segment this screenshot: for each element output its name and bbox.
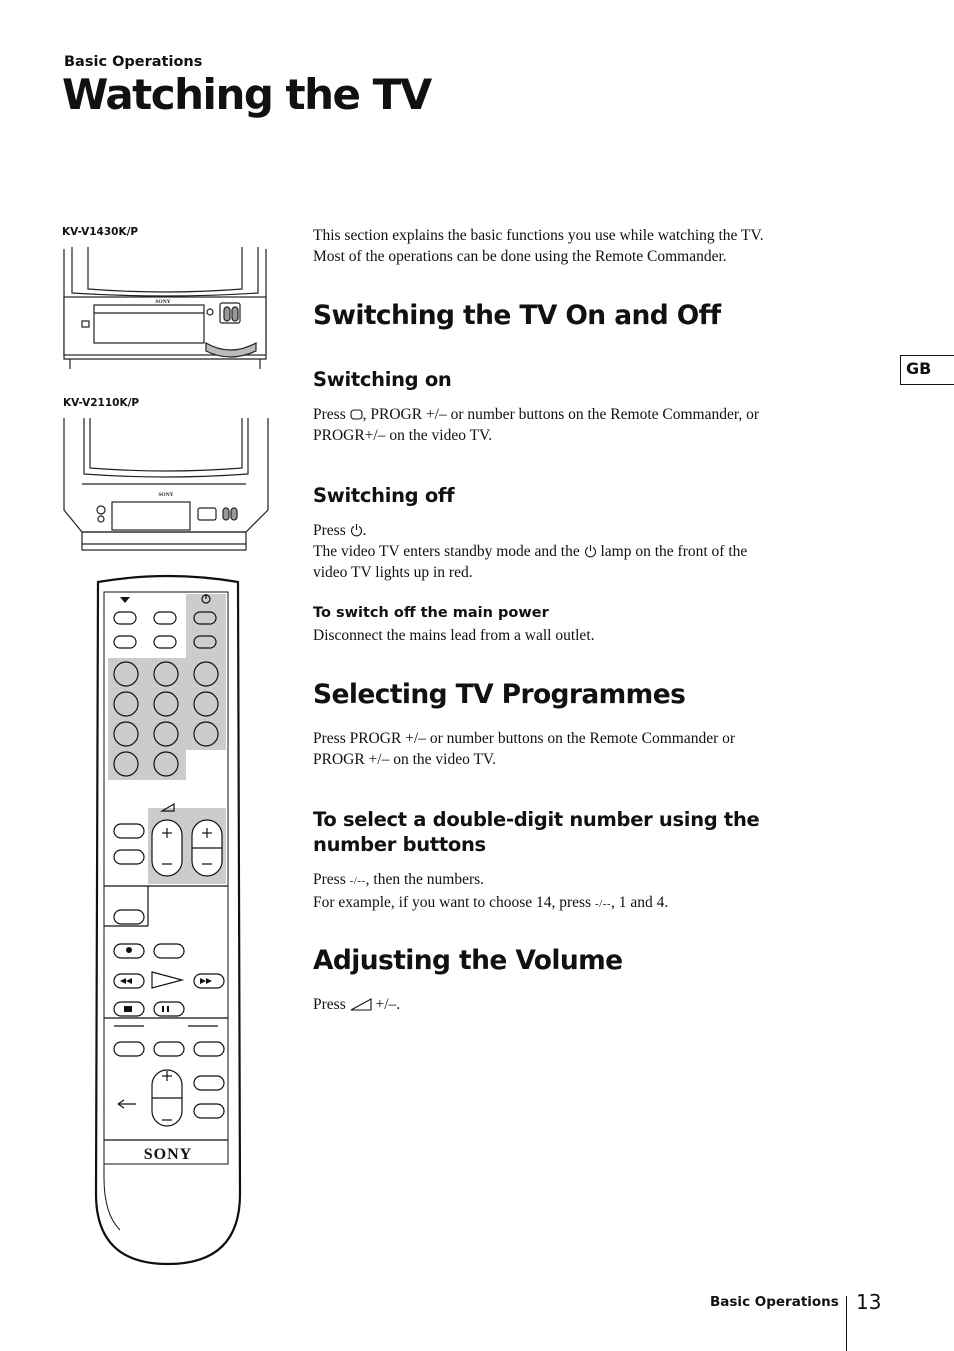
volume-icon <box>350 998 372 1011</box>
heading-selecting-programmes: Selecting TV Programmes <box>313 679 686 710</box>
remote-brand: SONY <box>143 1146 193 1163</box>
model-label-1: KV-V1430K/P <box>62 226 139 238</box>
tv-front-illustration-2 <box>58 416 278 552</box>
switching-on-text: Press , PROGR +/– or number buttons on the Remote Commander, or PROGR+/– on the video TV. <box>313 406 760 444</box>
footer-divider <box>846 1296 847 1351</box>
language-tab: GB <box>900 355 954 385</box>
tv-brand-1: SONY <box>155 299 171 305</box>
double-digit-code: -/-- <box>349 875 366 887</box>
double-digit-text: Press -/--, then the numbers. For example, if you want to choose 14, press -/--, 1 and 4. <box>313 871 669 911</box>
remote-commander-illustration <box>90 574 246 1268</box>
tv-front-illustration-1 <box>60 245 272 370</box>
heading-switching-on: Switching on <box>313 368 452 391</box>
switching-off-text: Press . The video TV enters standby mode and the lamp on the front of the video TV lights up in red. <box>313 522 748 581</box>
tv-brand-2: SONY <box>158 492 174 498</box>
section-label: Basic Operations <box>64 54 203 70</box>
heading-adjusting-volume: Adjusting the Volume <box>313 945 623 976</box>
standby-power-icon <box>350 523 363 537</box>
programmes-text: Press PROGR +/– or number buttons on the Remote Commander or PROGR +/– on the video TV. <box>313 730 736 768</box>
page-title: Watching the TV <box>62 70 431 119</box>
tv-input-icon <box>350 409 363 421</box>
volume-text: Press +/–. <box>313 996 401 1013</box>
page-number: 13 <box>856 1290 882 1314</box>
heading-main-power: To switch off the main power <box>313 605 549 621</box>
model-label-2: KV-V2110K/P <box>63 397 140 409</box>
heading-double-digit: To select a double-digit number using the number buttons <box>313 808 760 856</box>
double-digit-code: -/-- <box>594 898 612 910</box>
heading-switching-off: Switching off <box>313 484 455 507</box>
footer-section-label: Basic Operations <box>710 1294 839 1310</box>
standby-lamp-icon <box>584 544 597 558</box>
intro-text: This section explains the basic functions you use while watching the TV. Most of the operations can be done using the Remote Commander. <box>313 227 764 265</box>
heading-switching-tv: Switching the TV On and Off <box>313 300 721 331</box>
main-power-text: Disconnect the mains lead from a wall outlet. <box>313 627 595 644</box>
